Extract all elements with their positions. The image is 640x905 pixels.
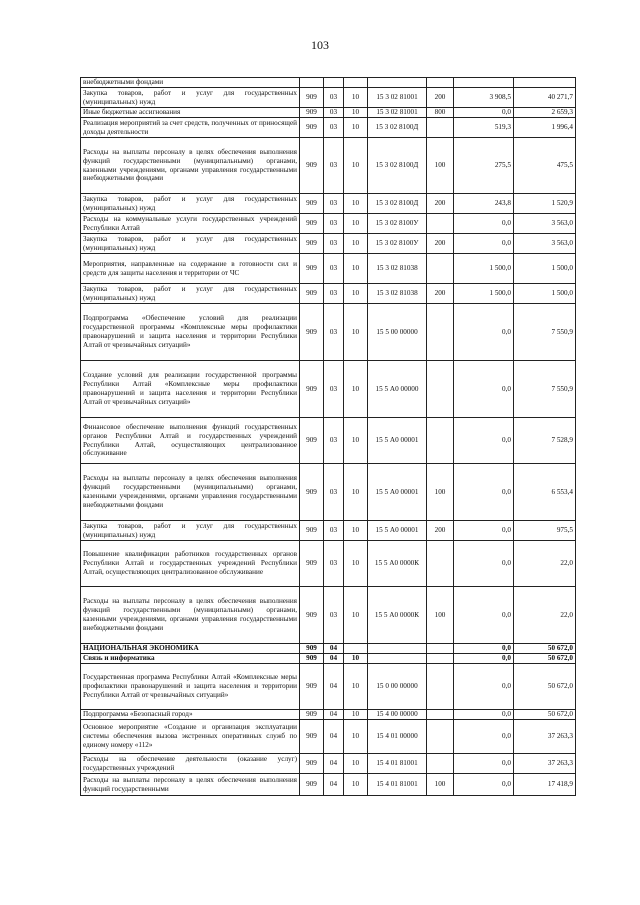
row-name-cell: Расходы на коммунальные услуги государственных учреждений Республики Алтай [81,214,300,234]
amount-change-cell: 0,0 [454,361,514,418]
table-row [81,361,576,418]
amount-total-cell: 3 563,0 [514,234,576,254]
table-row [81,304,576,361]
expense-type-cell: 200 [427,88,454,108]
table-row [81,664,576,710]
ministry-code-cell: 909 [300,108,324,118]
amount-change-cell: 0,0 [454,108,514,118]
amount-change-cell: 0,0 [454,234,514,254]
amount-total-cell: 37 263,3 [514,720,576,754]
section-code-cell [324,78,344,88]
section-code-cell: 04 [324,720,344,754]
expense-type-cell: 100 [427,774,454,796]
target-article-cell: 15 5 А0 0000К [368,587,427,644]
subsection-code-cell: 10 [344,304,368,361]
table-row [81,587,576,644]
subsection-code-cell: 10 [344,541,368,587]
amount-change-cell: 243,8 [454,194,514,214]
ministry-code-cell [300,78,324,88]
row-name-cell: Иные бюджетные ассигнования [81,108,300,118]
table-row [81,464,576,521]
section-code-cell: 03 [324,118,344,138]
amount-total-cell: 975,5 [514,521,576,541]
table-row [81,720,576,754]
amount-total-cell [514,78,576,88]
section-code-cell: 04 [324,710,344,720]
table-row [81,418,576,464]
section-code-cell: 03 [324,194,344,214]
row-name-cell: Расходы на выплаты персоналу в целях обеспечения выполнения функций государственными (муниципальными) органами, казенными учреждениями, органами управления государственными внебюджетными фондами [81,464,300,521]
target-article-cell: 15 3 02 8100Д [368,118,427,138]
table-row [81,284,576,304]
amount-change-cell: 275,5 [454,138,514,194]
row-name-cell: Повышение квалификации работников государственных органов Республики Алтай и государственных учреждений Республики Алтай, осуществляющих централизованное обслуживание [81,541,300,587]
amount-change-cell: 1 500,0 [454,254,514,284]
expense-type-cell: 100 [427,587,454,644]
row-name-cell: Финансовое обеспечение выполнения функций государственных органов Республики Алтай и государственных учреждений Республики Алтай, осуществляющих централизованное обслуживание [81,418,300,464]
section-code-cell: 04 [324,754,344,774]
expense-type-cell [427,361,454,418]
section-code-cell: 03 [324,521,344,541]
target-article-cell: 15 4 00 00000 [368,710,427,720]
row-name-cell: Подпрограмма «Обеспечение условий для реализации государственной программы «Комплексные меры профилактики правонарушений и защита населения и территории Республики Алтай от чрезвычайных ситуаций» [81,304,300,361]
target-article-cell: 15 3 02 8100Д [368,138,427,194]
section-code-cell: 03 [324,464,344,521]
row-name-cell: Расходы на выплаты персоналу в целях обеспечения выполнения функций государственными (муниципальными) органами, казенными учреждениями, органами управления государственными внебюджетными фондами [81,587,300,644]
table-row [81,214,576,234]
expense-type-cell: 100 [427,138,454,194]
row-name-cell: Основное мероприятие «Создание и организация эксплуатации системы обеспечения вызова экстренных оперативных служб по единому номеру «112» [81,720,300,754]
row-name-cell: Мероприятия, направленные на содержание в готовности сил и средств для защиты населения и территории от ЧС [81,254,300,284]
subsection-code-cell: 10 [344,521,368,541]
amount-total-cell: 50 672,0 [514,644,576,654]
expense-type-cell [427,304,454,361]
target-article-cell: 15 4 01 81001 [368,774,427,796]
section-code-cell: 03 [324,541,344,587]
section-code-cell: 03 [324,108,344,118]
row-name-cell: Расходы на обеспечение деятельности (оказание услуг) государственных учреждений [81,754,300,774]
section-code-cell: 03 [324,138,344,194]
expense-type-cell: 200 [427,521,454,541]
target-article-cell [368,644,427,654]
amount-total-cell: 1 500,0 [514,254,576,284]
amount-change-cell: 0,0 [454,214,514,234]
target-article-cell: 15 5 00 00000 [368,304,427,361]
target-article-cell: 15 3 02 8100У [368,214,427,234]
expense-type-cell [427,644,454,654]
expense-type-cell [427,118,454,138]
table-row [81,194,576,214]
amount-change-cell: 1 500,0 [454,284,514,304]
subsection-code-cell: 10 [344,464,368,521]
amount-total-cell: 37 263,3 [514,754,576,774]
subsection-code-cell [344,78,368,88]
subsection-code-cell: 10 [344,108,368,118]
ministry-code-cell: 909 [300,710,324,720]
amount-change-cell: 3 908,5 [454,88,514,108]
section-code-cell: 04 [324,654,344,664]
ministry-code-cell: 909 [300,774,324,796]
row-name-cell: НАЦИОНАЛЬНАЯ ЭКОНОМИКА [81,644,300,654]
subsection-code-cell: 10 [344,118,368,138]
subsection-code-cell: 10 [344,710,368,720]
row-name-cell: Расходы на выплаты персоналу в целях обеспечения выполнения функций государственными (муниципальными) органами, казенными учреждениями, органами управления государственными внебюджетными фондами [81,138,300,194]
amount-total-cell: 7 550,9 [514,361,576,418]
subsection-code-cell: 10 [344,418,368,464]
amount-change-cell: 0,0 [454,304,514,361]
expense-type-cell: 200 [427,234,454,254]
row-name-cell: Подпрограмма «Безопасный город» [81,710,300,720]
page-number: 103 [311,38,329,52]
table-row [81,138,576,194]
expense-type-cell [427,720,454,754]
table-row [81,118,576,138]
table-row [81,88,576,108]
subsection-code-cell: 10 [344,88,368,108]
target-article-cell: 15 5 А0 0000К [368,541,427,587]
ministry-code-cell: 909 [300,521,324,541]
amount-total-cell: 50 672,0 [514,664,576,710]
amount-change-cell: 0,0 [454,521,514,541]
amount-total-cell: 7 528,9 [514,418,576,464]
ministry-code-cell: 909 [300,654,324,664]
amount-total-cell: 22,0 [514,587,576,644]
subsection-code-cell: 10 [344,284,368,304]
amount-change-cell [454,78,514,88]
expense-type-cell [427,541,454,587]
expense-type-cell: 100 [427,464,454,521]
subsection-code-cell: 10 [344,587,368,644]
section-code-cell: 03 [324,304,344,361]
section-code-cell: 03 [324,361,344,418]
expense-type-cell [427,214,454,234]
row-name-cell: Реализация мероприятий за счет средств, полученных от приносящей доходы деятельности [81,118,300,138]
target-article-cell: 15 5 А0 00001 [368,521,427,541]
amount-change-cell: 0,0 [454,664,514,710]
subsection-code-cell: 10 [344,254,368,284]
ministry-code-cell: 909 [300,214,324,234]
target-article-cell: 15 5 А0 00001 [368,464,427,521]
row-name-cell: Государственная программа Республики Алтай «Комплексные меры профилактики правонарушений и защита населения и территории Республики Алтай от чрезвычайных ситуаций» [81,664,300,710]
table-row [81,710,576,720]
expense-type-cell: 200 [427,194,454,214]
ministry-code-cell: 909 [300,361,324,418]
amount-total-cell: 22,0 [514,541,576,587]
row-name-cell: Закупка товаров, работ и услуг для государственных (муниципальных) нужд [81,88,300,108]
amount-change-cell: 0,0 [454,774,514,796]
ministry-code-cell: 909 [300,138,324,194]
expense-type-cell [427,654,454,664]
expense-type-cell [427,418,454,464]
ministry-code-cell: 909 [300,644,324,654]
table-row [81,644,576,654]
target-article-cell: 15 3 02 81001 [368,88,427,108]
ministry-code-cell: 909 [300,234,324,254]
amount-change-cell: 0,0 [454,710,514,720]
ministry-code-cell: 909 [300,464,324,521]
subsection-code-cell: 10 [344,361,368,418]
ministry-code-cell: 909 [300,118,324,138]
target-article-cell: 15 3 02 81038 [368,284,427,304]
ministry-code-cell: 909 [300,254,324,284]
amount-total-cell: 7 550,9 [514,304,576,361]
table-row [81,541,576,587]
subsection-code-cell: 10 [344,774,368,796]
row-name-cell: внебюджетными фондами [81,78,300,88]
expense-type-cell: 800 [427,108,454,118]
ministry-code-cell: 909 [300,304,324,361]
expense-type-cell [427,664,454,710]
expense-type-cell [427,78,454,88]
amount-total-cell: 2 659,3 [514,108,576,118]
ministry-code-cell: 909 [300,194,324,214]
table-row [81,78,576,88]
table-body [81,78,576,796]
subsection-code-cell: 10 [344,720,368,754]
budget-table [80,77,576,796]
amount-total-cell: 17 418,9 [514,774,576,796]
amount-total-cell: 50 672,0 [514,710,576,720]
ministry-code-cell: 909 [300,720,324,754]
ministry-code-cell: 909 [300,88,324,108]
section-code-cell: 04 [324,644,344,654]
subsection-code-cell: 10 [344,214,368,234]
ministry-code-cell: 909 [300,587,324,644]
target-article-cell [368,78,427,88]
amount-total-cell: 50 672,0 [514,654,576,664]
table-row [81,254,576,284]
section-code-cell: 03 [324,587,344,644]
target-article-cell: 15 4 01 00000 [368,720,427,754]
target-article-cell: 15 5 А0 00001 [368,418,427,464]
amount-total-cell: 475,5 [514,138,576,194]
amount-change-cell: 0,0 [454,720,514,754]
expense-type-cell [427,710,454,720]
ministry-code-cell: 909 [300,284,324,304]
table-row [81,521,576,541]
target-article-cell [368,654,427,664]
table-row [81,774,576,796]
row-name-cell: Закупка товаров, работ и услуг для государственных (муниципальных) нужд [81,234,300,254]
amount-change-cell: 519,3 [454,118,514,138]
subsection-code-cell [344,644,368,654]
section-code-cell: 04 [324,774,344,796]
section-code-cell: 03 [324,418,344,464]
row-name-cell: Закупка товаров, работ и услуг для государственных (муниципальных) нужд [81,194,300,214]
section-code-cell: 04 [324,664,344,710]
row-name-cell: Закупка товаров, работ и услуг для государственных (муниципальных) нужд [81,284,300,304]
section-code-cell: 03 [324,214,344,234]
subsection-code-cell: 10 [344,138,368,194]
expense-type-cell [427,754,454,774]
row-name-cell: Расходы на выплаты персоналу в целях обеспечения выполнения функций государственными [81,774,300,796]
amount-total-cell: 6 553,4 [514,464,576,521]
table-row [81,108,576,118]
amount-total-cell: 3 563,0 [514,214,576,234]
amount-total-cell: 1 500,0 [514,284,576,304]
subsection-code-cell: 10 [344,654,368,664]
target-article-cell: 15 3 02 8100У [368,234,427,254]
amount-change-cell: 0,0 [454,418,514,464]
amount-total-cell: 1 996,4 [514,118,576,138]
subsection-code-cell: 10 [344,664,368,710]
table-row [81,234,576,254]
target-article-cell: 15 5 А0 00000 [368,361,427,418]
subsection-code-cell: 10 [344,194,368,214]
subsection-code-cell: 10 [344,234,368,254]
ministry-code-cell: 909 [300,541,324,587]
target-article-cell: 15 3 02 81038 [368,254,427,284]
amount-change-cell: 0,0 [454,587,514,644]
expense-type-cell: 200 [427,284,454,304]
amount-total-cell: 1 520,9 [514,194,576,214]
amount-change-cell: 0,0 [454,464,514,521]
expense-type-cell [427,254,454,284]
target-article-cell: 15 3 02 8100Д [368,194,427,214]
section-code-cell: 03 [324,234,344,254]
subsection-code-cell: 10 [344,754,368,774]
target-article-cell: 15 4 01 81001 [368,754,427,774]
table-row [81,754,576,774]
row-name-cell: Связь и информатика [81,654,300,664]
section-code-cell: 03 [324,254,344,284]
ministry-code-cell: 909 [300,754,324,774]
section-code-cell: 03 [324,88,344,108]
target-article-cell: 15 0 00 00000 [368,664,427,710]
table-row [81,654,576,664]
amount-total-cell: 40 271,7 [514,88,576,108]
ministry-code-cell: 909 [300,664,324,710]
amount-change-cell: 0,0 [454,654,514,664]
section-code-cell: 03 [324,284,344,304]
ministry-code-cell: 909 [300,418,324,464]
row-name-cell: Закупка товаров, работ и услуг для государственных (муниципальных) нужд [81,521,300,541]
amount-change-cell: 0,0 [454,644,514,654]
target-article-cell: 15 3 02 81001 [368,108,427,118]
row-name-cell: Создание условий для реализации государственной программы Республики Алтай «Комплексные меры профилактики правонарушений и защита населения и территории Республики Алтай от чрезвычайных ситуаций» [81,361,300,418]
amount-change-cell: 0,0 [454,754,514,774]
amount-change-cell: 0,0 [454,541,514,587]
